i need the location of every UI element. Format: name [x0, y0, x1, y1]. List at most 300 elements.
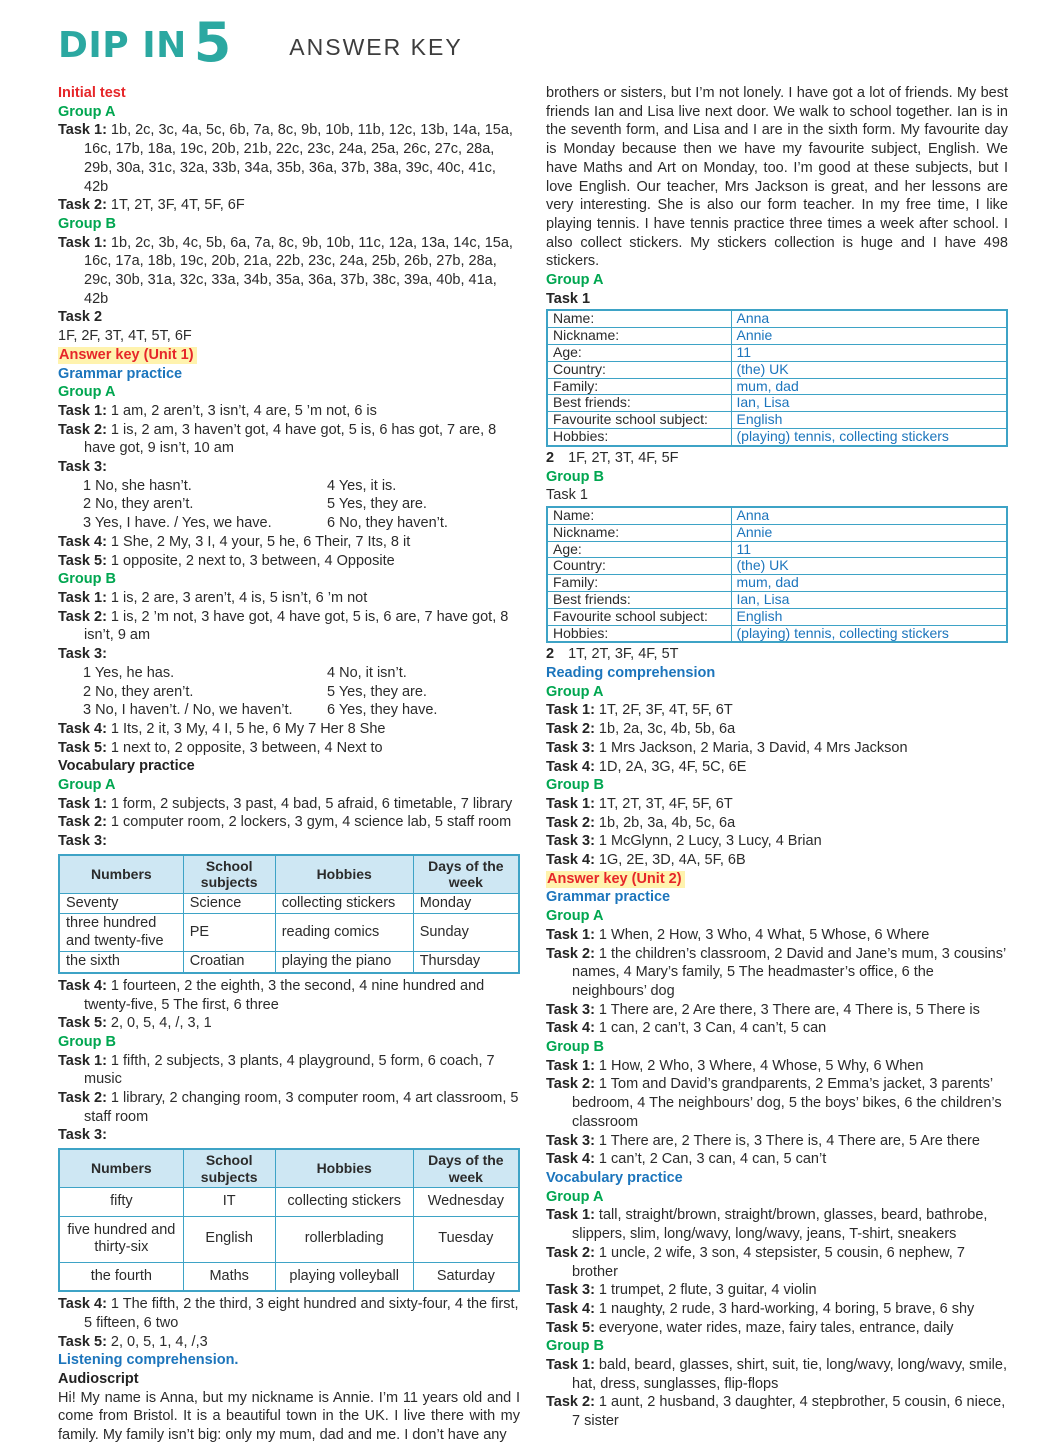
task-line — [546, 1019, 1008, 1038]
task-label: Task 4: — [546, 1151, 595, 1168]
task-answers: 1b, 2c, 3b, 4c, 5b, 6a, 7a, 8c, 9b, 10b, 11c, 12a, 13a, 14c, 15a, 16c, 17a, 18b, 19c, 20b, 21a, 22b, 23c, 24a, 25b, 26b, 27b, 28a, 29c, 30b, 31a, 32c, 33a, 34b, 35a, 36a, 37b, 38c, 39a, 40b, 41a, 42b — [84, 234, 513, 307]
numbered-answer-line — [546, 449, 1008, 468]
task-label: Task 4: — [546, 852, 595, 869]
task-line — [58, 1089, 520, 1126]
task-line — [58, 121, 520, 196]
section-heading — [546, 468, 1008, 487]
task-label: Task 3: — [58, 833, 107, 850]
table-cell: rollerblading — [275, 1216, 413, 1262]
table-cell: Thursday — [413, 952, 519, 973]
task-line — [546, 814, 1008, 833]
info-label: Country: — [547, 361, 731, 378]
task-label: Task 2: — [546, 945, 595, 962]
task-line — [58, 402, 520, 421]
table-cell: the sixth — [59, 952, 183, 973]
answer-pair-row — [83, 514, 520, 533]
task-answers: 1 Mrs Jackson, 2 Maria, 3 David, 4 Mrs Jackson — [594, 739, 908, 756]
answer-line: 1F, 2F, 3T, 4T, 5T, 6F — [58, 328, 192, 345]
table-cell: Maths — [183, 1262, 275, 1291]
section-heading — [58, 757, 520, 776]
task-line — [58, 813, 520, 832]
answers-table — [58, 854, 520, 974]
section-heading-text: Reading comprehension — [546, 665, 716, 681]
section-heading — [58, 215, 520, 234]
task-label: Task 4: — [58, 533, 107, 550]
info-value: Ian, Lisa — [731, 591, 1007, 608]
info-label: Age: — [547, 345, 731, 362]
task-line — [546, 1300, 1008, 1319]
info-row — [547, 328, 1007, 345]
info-row — [547, 412, 1007, 429]
section-heading-text: Vocabulary practice — [546, 1169, 683, 1186]
section-heading-text: Group B — [546, 1338, 604, 1355]
answer-item: 5 Yes, they are. — [327, 683, 427, 700]
task-answers: 1 She, 2 My, 3 I, 4 your, 5 he, 6 Their, 7 Its, 8 it — [106, 533, 411, 550]
task-label: Task 2: — [58, 197, 107, 214]
task-label: Task 5: — [546, 1319, 595, 1336]
task-line — [546, 720, 1008, 739]
table-header-row — [59, 1149, 519, 1188]
task-line — [58, 421, 520, 458]
task-label: Task 1: — [546, 795, 595, 812]
table-cell: playing volleyball — [275, 1262, 413, 1291]
section-heading-text: Group B — [546, 1039, 604, 1056]
task-line — [546, 758, 1008, 777]
task-label: Task 2: — [58, 421, 107, 438]
task-label: Task 5: — [58, 739, 107, 756]
task-label: Task 1: — [546, 1057, 595, 1074]
paragraph: brothers or sisters, but I’m not lonely. I have got a lot of friends. My best friends Ian and Lisa live next door. We walk to school together. Ian is in the seventh form, and Lisa and I are in the sixth form. My favourite day is Monday because then we have my favourite subject, English. We have Maths and Art on Monday, too. I’m good at these subjects, but I love English. Our teacher, Mrs Jackson is great, and her lessons are very interesting. She is also our form teacher. In my free time, I like playing tennis. I have tennis practice three times a week after school. I also collect stickers. My stickers collection is huge and I have 498 stickers. — [546, 85, 1008, 270]
info-label: Best friends: — [547, 591, 731, 608]
section-heading — [58, 570, 520, 589]
task-answers: 1b, 2b, 3a, 4b, 5c, 6a — [594, 814, 736, 831]
info-row — [547, 608, 1007, 625]
task-label: Task 2 — [58, 309, 103, 326]
task-line — [546, 1281, 1008, 1300]
task-line — [546, 290, 1008, 309]
table-cell: IT — [183, 1188, 275, 1217]
table-cell: three hundred and twenty-five — [59, 914, 183, 952]
task-line — [58, 1333, 520, 1352]
info-row — [547, 378, 1007, 395]
task-answers: 1b, 2a, 3c, 4b, 5b, 6a — [594, 721, 736, 738]
task-line — [546, 1132, 1008, 1151]
task-label: Task 3: — [546, 739, 595, 756]
task-label: Task 2: — [546, 1076, 595, 1093]
logo-text: DIP IN — [58, 25, 187, 67]
section-heading-text: Grammar practice — [58, 365, 183, 382]
item-number: 2 — [546, 646, 555, 663]
section-heading-text: Group A — [58, 384, 116, 401]
task-line — [546, 851, 1008, 870]
info-row — [547, 591, 1007, 608]
section-heading-text: Answer key (Unit 1) — [58, 347, 197, 364]
table-cell: reading comics — [275, 914, 413, 952]
info-value: mum, dad — [731, 575, 1007, 592]
task-line — [546, 1244, 1008, 1281]
info-value: (playing) tennis, collecting stickers — [731, 625, 1007, 642]
task-answers: 1 There are, 2 There is, 3 There is, 4 There are, 5 Are there — [594, 1132, 980, 1149]
info-row — [547, 310, 1007, 327]
table-cell: English — [183, 1216, 275, 1262]
task-answers: 1 When, 2 How, 3 Who, 4 What, 5 Whose, 6 Where — [594, 926, 930, 943]
section-heading-text: Group A — [546, 272, 604, 289]
info-table — [546, 309, 1008, 446]
table-body — [59, 1188, 519, 1292]
section-heading — [546, 870, 1008, 889]
table-header-cell: Hobbies — [275, 1149, 413, 1188]
task-line — [546, 1356, 1008, 1393]
task-line — [58, 552, 520, 571]
info-row — [547, 524, 1007, 541]
answer-item: 1 No, she hasn’t. — [83, 477, 192, 494]
answer-pair-row — [83, 664, 520, 683]
section-heading-text: Group A — [58, 103, 116, 120]
task-label: Task 1: — [58, 402, 107, 419]
task-line — [546, 1319, 1008, 1338]
task-label: Task 1: — [546, 1357, 595, 1374]
info-row — [547, 429, 1007, 446]
task-label: Task 1: — [58, 122, 107, 139]
content-columns — [58, 84, 1008, 1445]
task-line — [546, 1393, 1008, 1430]
task-line — [546, 832, 1008, 851]
section-heading-text: Listening comprehension. — [58, 1352, 239, 1369]
table-cell: collecting stickers — [275, 1188, 413, 1217]
section-heading — [58, 103, 520, 122]
info-value: (the) UK — [731, 558, 1007, 575]
two-column-answer-list — [83, 664, 520, 720]
info-value: 11 — [731, 541, 1007, 558]
section-heading — [58, 84, 520, 103]
info-value: Annie — [731, 328, 1007, 345]
section-heading — [546, 1169, 1008, 1188]
table-header-cell: Hobbies — [275, 855, 413, 894]
table-cell: playing the piano — [275, 952, 413, 973]
table-cell: the fourth — [59, 1262, 183, 1291]
section-heading-text: Vocabulary practice — [58, 758, 195, 775]
page-header — [58, 11, 463, 74]
item-number: 2 — [546, 449, 555, 466]
task-answers: 1 uncle, 2 wife, 3 son, 4 stepsister, 5 cousin, 6 nephew, 7 brother — [572, 1244, 965, 1280]
info-value: (the) UK — [731, 361, 1007, 378]
task-answers: 2, 0, 5, 4, /, 3, 1 — [106, 1015, 212, 1032]
task-answers: 1 How, 2 Who, 3 Where, 4 Whose, 5 Why, 6 When — [594, 1057, 924, 1074]
table-cell: Science — [183, 893, 275, 914]
table-cell: Monday — [413, 893, 519, 914]
task-label: Task 2: — [546, 1244, 595, 1261]
task-answers: 1 There are, 2 Are there, 3 There are, 4 There is, 5 There is — [594, 1001, 980, 1018]
task-answers: 1 can, 2 can’t, 3 Can, 4 can’t, 5 can — [594, 1020, 827, 1037]
task-label: Task 1: — [58, 234, 107, 251]
task-label: Task 3: — [58, 459, 107, 476]
answer-pair-row — [83, 477, 520, 496]
task-label: Task 2: — [58, 1090, 107, 1107]
task-label: Task 1: — [58, 1052, 107, 1069]
task-label: Task 2: — [546, 814, 595, 831]
answers-table — [58, 1148, 520, 1292]
task-line — [58, 720, 520, 739]
task-line — [58, 1052, 520, 1089]
item-answers: 1F, 2T, 3T, 4F, 5F — [568, 449, 679, 466]
task-line — [58, 1295, 520, 1332]
task-line — [546, 1075, 1008, 1131]
table-cell: Sunday — [413, 914, 519, 952]
task-line — [58, 308, 520, 327]
info-row — [547, 625, 1007, 642]
info-row — [547, 558, 1007, 575]
task-line — [58, 234, 520, 309]
item-answers: 1T, 2T, 3F, 4F, 5T — [568, 646, 679, 663]
section-heading — [546, 907, 1008, 926]
info-row — [547, 575, 1007, 592]
task-line — [546, 1150, 1008, 1169]
info-table — [546, 506, 1008, 643]
task-answers: 1 The fifth, 2 the third, 3 eight hundred and sixty-four, 4 the first, 5 fifteen, 6 two — [84, 1296, 519, 1331]
table-cell: Tuesday — [413, 1216, 519, 1262]
table-cell: Croatian — [183, 952, 275, 973]
task-label: Task 4: — [546, 1300, 595, 1317]
table-row — [59, 1216, 519, 1262]
table-header-cell: Numbers — [59, 1149, 183, 1188]
task-answers: 1 library, 2 changing room, 3 computer room, 4 art classroom, 5 staff room — [84, 1090, 519, 1125]
table-head — [59, 855, 519, 894]
section-heading — [58, 1370, 520, 1389]
section-heading-text: Initial test — [58, 85, 126, 101]
task-line — [58, 1126, 520, 1145]
task-answers: 1 aunt, 2 husband, 3 daughter, 4 stepbrother, 5 cousin, 6 niece, 7 sister — [572, 1394, 1006, 1430]
table-header-row — [59, 855, 519, 894]
task-line — [546, 795, 1008, 814]
answer-item: 1 Yes, he has. — [83, 664, 175, 681]
info-row — [547, 361, 1007, 378]
section-heading — [546, 683, 1008, 702]
section-heading-text: Group A — [546, 908, 604, 925]
task-answers: 1 McGlynn, 2 Lucy, 3 Lucy, 4 Brian — [594, 833, 822, 850]
task-label: Task 2: — [58, 814, 107, 831]
task-line — [58, 608, 520, 645]
info-value: (playing) tennis, collecting stickers — [731, 429, 1007, 446]
task-label: Task 1: — [546, 926, 595, 943]
task-line — [546, 945, 1008, 1001]
section-heading-text: Group B — [58, 571, 116, 588]
task-answers: 1 fourteen, 2 the eighth, 3 the second, 4 nine hundred and twenty-five, 5 The first, 6 three — [84, 977, 485, 1013]
task-label: Task 1: — [58, 589, 107, 606]
task-answers: 1 Tom and David’s grandparents, 2 Emma’s jacket, 3 parents’ bedroom, 4 The neighbours’ dog, 5 the boys’ bikes, 6 the children’s classroom — [572, 1076, 1002, 1130]
task-answers: 1 trumpet, 2 flute, 3 guitar, 4 violin — [594, 1282, 817, 1299]
right-column — [546, 84, 1008, 1445]
info-row — [547, 507, 1007, 524]
info-label: Nickname: — [547, 524, 731, 541]
task-line — [58, 977, 520, 1014]
section-heading-text: Answer key (Unit 2) — [546, 871, 685, 888]
task-line — [58, 832, 520, 851]
task-answers: 1 naughty, 2 rude, 3 hard-working, 4 boring, 5 brave, 6 shy — [594, 1300, 975, 1317]
info-value: English — [731, 608, 1007, 625]
task-line — [546, 701, 1008, 720]
table-row — [59, 1262, 519, 1291]
info-label: Country: — [547, 558, 731, 575]
answer-item: 6 Yes, they have. — [327, 702, 438, 719]
section-heading-text: Group A — [546, 1188, 604, 1205]
task-line — [58, 589, 520, 608]
task-answers: 1T, 2T, 3F, 4T, 5F, 6F — [106, 197, 245, 214]
info-row — [547, 541, 1007, 558]
task-answers: 1 Its, 2 it, 3 My, 4 I, 5 he, 6 My 7 Her 8 She — [106, 720, 386, 737]
info-value: 11 — [731, 345, 1007, 362]
task-answers: 1 am, 2 aren’t, 3 isn’t, 4 are, 5 ’m not, 6 is — [106, 402, 377, 419]
task-answers: 1G, 2E, 3D, 4A, 5F, 6B — [594, 852, 746, 869]
task-label: Task 5: — [58, 552, 107, 569]
task-label: Task 1: — [58, 795, 107, 812]
section-heading — [58, 1351, 520, 1370]
task-answers: 1D, 2A, 3G, 4F, 5C, 6E — [594, 758, 747, 775]
task-answers: 1 is, 2 ’m not, 3 have got, 4 have got, 5 is, 6 are, 7 have got, 8 isn’t, 9 am — [84, 608, 509, 644]
table-header-cell: Days of the week — [413, 855, 519, 894]
task-answers: everyone, water rides, maze, fairy tales, entrance, daily — [594, 1319, 954, 1336]
answer-item: 3 No, I haven’t. / No, we haven’t. — [83, 702, 293, 719]
task-label: Task 2: — [546, 721, 595, 738]
info-row — [547, 395, 1007, 412]
paragraph: Hi! My name is Anna, but my nickname is Annie. I’m 11 years old and I come from Bristol. It is a beautiful town in the UK. I live there with my family. My family isn’t big: only my mum, dad and me. I don’t have any — [58, 1389, 520, 1444]
task-label: Task 4: — [546, 758, 595, 775]
task-label: Task 3: — [58, 646, 107, 663]
info-value: English — [731, 412, 1007, 429]
section-heading-text: Audioscript — [58, 1370, 139, 1387]
dip-in-5-logo — [58, 11, 232, 74]
table-header-cell: School subjects — [183, 1149, 275, 1188]
task-answers: 1 can’t, 2 Can, 3 can, 4 can, 5 can’t — [594, 1151, 827, 1168]
table-cell: Wednesday — [413, 1188, 519, 1217]
answer-pair-row — [83, 701, 520, 720]
info-value: mum, dad — [731, 378, 1007, 395]
section-heading — [58, 1033, 520, 1052]
info-value: Ian, Lisa — [731, 395, 1007, 412]
section-heading — [546, 1188, 1008, 1207]
page-title: ANSWER KEY — [289, 34, 463, 60]
info-label: Favourite school subject: — [547, 412, 731, 429]
table-cell: PE — [183, 914, 275, 952]
task-label: Task 3: — [58, 1127, 107, 1144]
table-row — [59, 914, 519, 952]
section-heading — [58, 776, 520, 795]
task-label: Task 1: — [546, 1207, 595, 1224]
task-answers: 1T, 2T, 3T, 4F, 5F, 6T — [594, 795, 733, 812]
left-column — [58, 84, 520, 1445]
answer-item: 2 No, they aren’t. — [83, 496, 194, 513]
table-head — [59, 1149, 519, 1188]
section-heading — [58, 346, 520, 365]
task-answers: 1 opposite, 2 next to, 3 between, 4 Opposite — [106, 552, 395, 569]
section-heading-text: Group B — [546, 777, 604, 794]
answer-item: 3 Yes, I have. / Yes, we have. — [83, 515, 272, 532]
section-heading — [546, 271, 1008, 290]
answer-item: 4 Yes, it is. — [327, 477, 397, 494]
info-row — [547, 345, 1007, 362]
task-line — [546, 926, 1008, 945]
task-label: Task 4: — [58, 1296, 107, 1313]
task-line — [58, 645, 520, 664]
numbered-answer-line — [546, 645, 1008, 664]
task-label: Task 3: — [546, 1001, 595, 1018]
table-cell: five hundred and thirty-six — [59, 1216, 183, 1262]
section-heading-text: Group A — [58, 777, 116, 794]
task-answers: 1 fifth, 2 subjects, 3 plants, 4 playground, 5 form, 6 coach, 7 music — [84, 1052, 495, 1088]
section-heading — [546, 776, 1008, 795]
task-line — [58, 1014, 520, 1033]
section-heading-text: Group B — [58, 215, 116, 232]
task-answers: 1 computer room, 2 lockers, 3 gym, 4 science lab, 5 staff room — [106, 814, 512, 831]
task-line — [546, 1057, 1008, 1076]
task-label: Task 3: — [546, 1132, 595, 1149]
answer-item: 2 No, they aren’t. — [83, 683, 194, 700]
task-line — [58, 533, 520, 552]
info-label: Best friends: — [547, 395, 731, 412]
info-label: Name: — [547, 310, 731, 327]
info-label: Family: — [547, 575, 731, 592]
task-label: Task 3: — [546, 833, 595, 850]
task-line — [58, 458, 520, 477]
table-cell: Saturday — [413, 1262, 519, 1291]
task-label: Task 4: — [58, 977, 107, 994]
table-header-cell: School subjects — [183, 855, 275, 894]
answer-pair-row — [83, 495, 520, 514]
info-value: Annie — [731, 524, 1007, 541]
task-line — [58, 795, 520, 814]
answer-item: 4 No, it isn’t. — [327, 664, 407, 681]
task-label: Task 5: — [58, 1333, 107, 1350]
logo-number: 5 — [193, 11, 232, 74]
section-heading-text: Group A — [546, 683, 604, 700]
info-label: Hobbies: — [547, 625, 731, 642]
task-answers: 1 is, 2 are, 3 aren’t, 4 is, 5 isn’t, 6 ’m not — [106, 589, 368, 606]
task-label: Task 1 — [546, 290, 591, 307]
table-header-cell: Days of the week — [413, 1149, 519, 1188]
section-heading — [58, 383, 520, 402]
task-answers: tall, straight/brown, straight/brown, glasses, beard, bathrobe, slippers, slim, long/wavy, long/wavy, jeans, T-shirt, sneakers — [572, 1207, 988, 1243]
answer-pair-row — [83, 683, 520, 702]
section-heading — [546, 888, 1008, 907]
table-cell: Seventy — [59, 893, 183, 914]
answer-item: 6 No, they haven’t. — [327, 515, 448, 532]
table-cell: collecting stickers — [275, 893, 413, 914]
info-table-body — [547, 507, 1007, 642]
section-heading — [546, 1337, 1008, 1356]
section-heading — [546, 664, 1008, 683]
table-header-cell: Numbers — [59, 855, 183, 894]
task-answers: 1T, 2F, 3F, 4T, 5F, 6T — [594, 702, 733, 719]
section-heading-text: Group B — [58, 1033, 116, 1050]
info-label: Nickname: — [547, 328, 731, 345]
table-row — [59, 893, 519, 914]
task-label: Task 1: — [546, 702, 595, 719]
task-line — [546, 739, 1008, 758]
task-label: Task 2: — [546, 1394, 595, 1411]
info-table-body — [547, 310, 1007, 445]
table-row — [59, 1188, 519, 1217]
task-label: Task 5: — [58, 1015, 107, 1032]
info-value: Anna — [731, 507, 1007, 524]
task-label: Task 4: — [58, 720, 107, 737]
task-answers: 1 is, 2 am, 3 haven’t got, 4 have got, 5 is, 6 has got, 7 are, 8 have got, 9 isn’t, 10 am — [84, 421, 497, 457]
task-line — [546, 1206, 1008, 1243]
table-row — [59, 952, 519, 973]
info-label: Hobbies: — [547, 429, 731, 446]
two-column-answer-list — [83, 477, 520, 533]
section-heading-text: Group B — [546, 468, 604, 485]
info-label: Favourite school subject: — [547, 608, 731, 625]
section-heading — [58, 365, 520, 384]
